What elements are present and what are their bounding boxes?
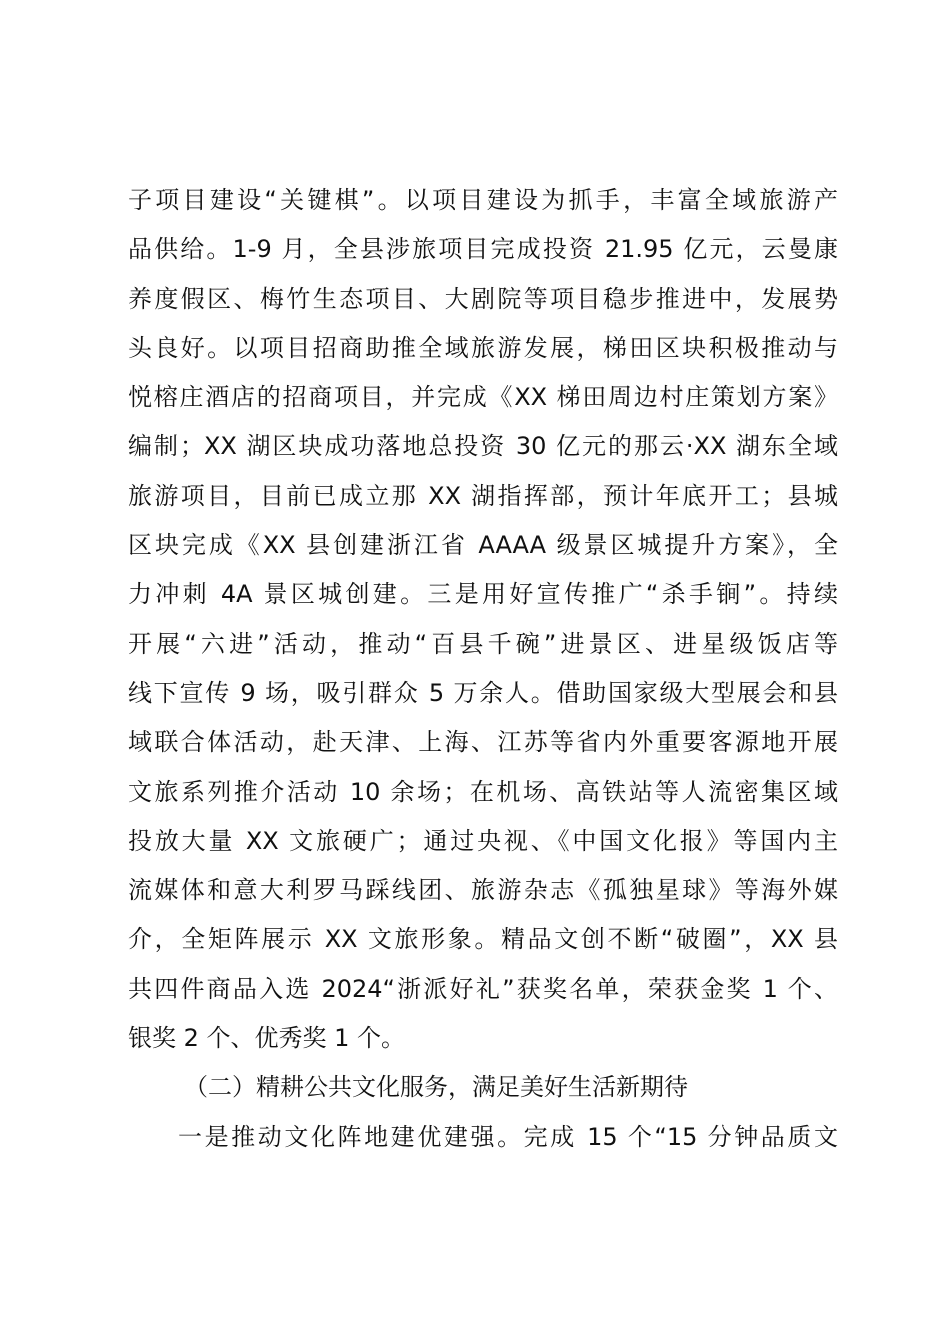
text-line: 流媒体和意大利罗马踩线团、旅游杂志《孤独星球》等海外媒 — [128, 876, 838, 905]
text-line: 编制；XX 湖区块成功落地总投资 30 亿元的那云·XX 湖东全域 — [128, 432, 838, 461]
document-body — [128, 176, 838, 1162]
text-line: 共四件商品入选 2024“浙派好礼”获奖名单，荣获金奖 1 个、 — [128, 974, 838, 1003]
text-line: 域联合体活动，赴天津、上海、江苏等省内外重要客源地开展 — [128, 728, 838, 757]
text-line: 开展“六进”活动，推动“百县千碗”进景区、进星级饭店等 — [128, 629, 838, 658]
text-line: 文旅系列推介活动 10 余场；在机场、高铁站等人流密集区域 — [128, 777, 838, 806]
text-line: 子项目建设“关键棋”。以项目建设为抓手，丰富全域旅游产 — [128, 186, 838, 214]
text-line: 养度假区、梅竹生态项目、大剧院等项目稳步推进中，发展势 — [128, 284, 838, 313]
text-line: 线下宣传 9 场，吸引群众 5 万余人。借助国家级大型展会和县 — [128, 678, 838, 707]
text-line: 旅游项目，目前已成立那 XX 湖指挥部，预计年底开工；县城 — [128, 481, 838, 510]
text-line: 投放大量 XX 文旅硬广；通过央视、《中国文化报》等国内主 — [128, 826, 838, 855]
section-heading: （二）精耕公共文化服务，满足美好生活新期待 — [184, 1073, 688, 1102]
text-line: 悦榕庄酒店的招商项目，并完成《XX 梯田周边村庄策划方案》 — [128, 383, 838, 412]
text-line: 区块完成《XX 县创建浙江省 AAAA 级景区城提升方案》，全 — [128, 531, 838, 560]
text-line: 力冲刺 4A 景区城创建。三是用好宣传推广“杀手锏”。持续 — [128, 580, 838, 609]
text-line: 品供给。1-9 月，全县涉旅项目完成投资 21.95 亿元，云曼康 — [128, 235, 838, 264]
text-line: 银奖 2 个、优秀奖 1 个。 — [128, 1024, 406, 1053]
paragraph-first-line: 一是推动文化阵地建优建强。完成 15 个“15 分钟品质文 — [178, 1122, 838, 1151]
text-line: 介，全矩阵展示 XX 文旅形象。精品文创不断“破圈”，XX 县 — [128, 925, 838, 954]
text-line: 头良好。以项目招商助推全域旅游发展，梯田区块积极推动与 — [128, 333, 838, 362]
